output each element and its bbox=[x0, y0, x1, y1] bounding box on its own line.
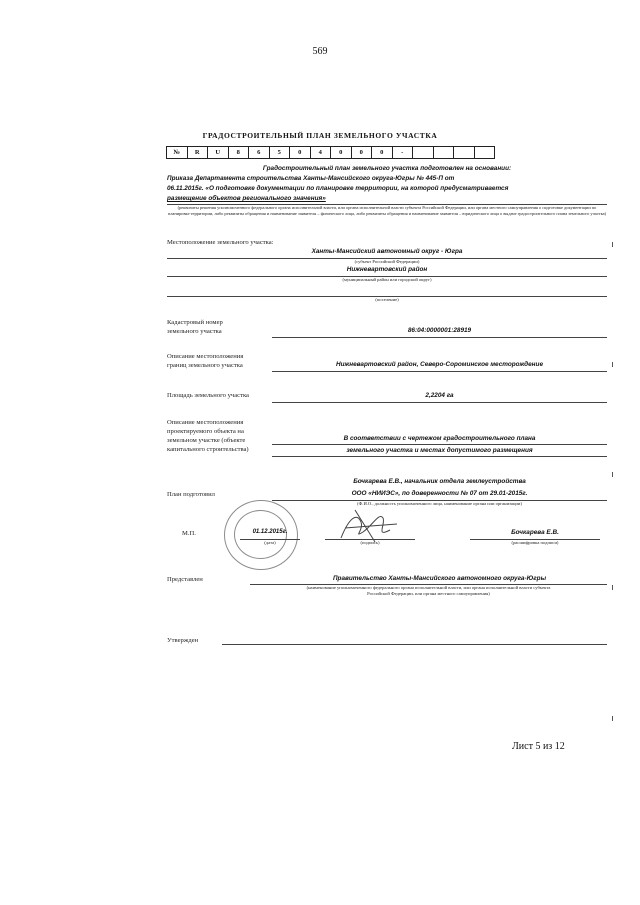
date-caption: (дата) bbox=[264, 540, 276, 545]
margin-mark bbox=[612, 716, 613, 721]
cadastral-label bbox=[167, 318, 223, 336]
boundaries-value: Нижневартовский район, Северо-Сороминское месторождение bbox=[336, 361, 543, 368]
object-location-label-line: Описание местоположения bbox=[167, 419, 244, 426]
object-location-rule bbox=[272, 456, 607, 457]
basis-line: Приказа Департамента строительства Ханты-Мансийского округа-Югры № 445-П от bbox=[167, 175, 455, 182]
registration-cell: 0 bbox=[331, 147, 352, 159]
location-settlement-caption: (поселение) bbox=[375, 297, 399, 302]
mp-label: М.П. bbox=[182, 530, 196, 537]
prepared-date: 01.12.2015г. bbox=[252, 529, 288, 535]
presented-label: Представлен bbox=[167, 576, 203, 583]
margin-mark bbox=[612, 242, 613, 247]
area-rule bbox=[272, 402, 607, 403]
margin-mark bbox=[612, 585, 613, 590]
registration-cell: 5 bbox=[269, 147, 290, 159]
basis-line: размещение объектов регионального значения» bbox=[167, 195, 326, 202]
object-location-label-line: капитального строительства) bbox=[167, 446, 249, 453]
registration-cell bbox=[433, 147, 454, 159]
basis-paragraph bbox=[167, 164, 607, 204]
cadastral-label-line: Кадастровый номер bbox=[167, 319, 223, 326]
registration-cell: U bbox=[208, 147, 229, 159]
organization-seal bbox=[224, 500, 298, 570]
boundaries-rule bbox=[272, 371, 607, 372]
object-location-label-line: земельном участке (объекте bbox=[167, 437, 246, 444]
approved-label: Утвержден bbox=[167, 637, 199, 644]
object-location-label bbox=[167, 418, 249, 454]
cadastral-value: 86:04:0000001:28919 bbox=[407, 327, 472, 334]
area-value: 2,2204 га bbox=[425, 392, 454, 399]
margin-mark bbox=[612, 472, 613, 477]
object-location-label-line: проектируемого объекта на bbox=[167, 428, 244, 435]
location-subject-caption: (субъект Российской Федерации) bbox=[354, 259, 420, 264]
registration-cell bbox=[474, 147, 495, 159]
signer-name-caption: (расшифровка подписи) bbox=[511, 540, 559, 545]
registration-cell: R bbox=[187, 147, 208, 159]
registration-cell: 6 bbox=[249, 147, 270, 159]
sheet-label: Лист 5 из 12 bbox=[512, 741, 565, 752]
location-subject: Ханты-Мансийский автономный округ - Югра bbox=[311, 248, 463, 255]
cadastral-label-line: земельного участка bbox=[167, 328, 222, 335]
document-title: ГРАДОСТРОИТЕЛЬНЫЙ ПЛАН ЗЕМЕЛЬНОГО УЧАСТКА bbox=[202, 131, 438, 140]
presented-caption: Российской Федерации, или органа местного самоуправления) bbox=[367, 591, 490, 596]
object-location-value: В соответствии с чертежом градостроительного плана bbox=[343, 435, 536, 442]
cadastral-rule bbox=[272, 337, 607, 338]
basis-caption: (реквизиты решения уполномоченного федерального органа исполнительной власти, или органа исполнительной власти субъекта Российской Федерации, или органа местного самоуправления о подготовке документации по планировке территории, либо реквизиты обращения и наименование заявителя – физического лица, либо реквизиты обращения и наименование заявителя – юридического лица о выдаче градостроительного плана земельного участка) bbox=[167, 205, 607, 216]
prepared-caption: (Ф.И.О., должность уполномоченного лица, наименование органа или организации) bbox=[357, 501, 522, 506]
registration-cell: - bbox=[392, 147, 413, 159]
registration-cell: 8 bbox=[228, 147, 249, 159]
location-district: Нижневартовский район bbox=[346, 266, 428, 273]
basis-line: Градостроительный план земельного участка подготовлен на основании: bbox=[262, 165, 512, 172]
boundaries-label-line: границ земельного участка bbox=[167, 362, 243, 369]
boundaries-label-line: Описание местоположения bbox=[167, 353, 244, 360]
registration-cell bbox=[454, 147, 475, 159]
registration-cell bbox=[413, 147, 434, 159]
object-location-value: земельного участка и местах допустимого размещения bbox=[346, 447, 533, 454]
signature-caption: (подпись) bbox=[360, 540, 380, 545]
registration-cell: 0 bbox=[372, 147, 393, 159]
registration-cell: 0 bbox=[351, 147, 372, 159]
page-number: 569 bbox=[312, 46, 328, 57]
area-label: Площадь земельного участка bbox=[167, 392, 249, 399]
location-district-caption: (муниципальный район или городской округ) bbox=[342, 277, 432, 282]
registration-cell: № bbox=[167, 147, 188, 159]
margin-mark bbox=[612, 362, 613, 367]
prepared-line: ООО «НИИЭС», по доверенности № 07 от 29.01-2015г. bbox=[351, 490, 528, 497]
prepared-line: Бочкарева Е.В., начальник отдела землеустройства bbox=[353, 478, 526, 485]
prepared-label: План подготовил bbox=[167, 491, 215, 498]
registration-cell: 4 bbox=[310, 147, 331, 159]
approved-rule bbox=[222, 644, 607, 645]
presented-value: Правительство Ханты-Мансийского автономного округа-Югры bbox=[332, 575, 547, 582]
basis-line: 06.11.2015г. «О подготовке документации по планировке территории, на которой предусматривается bbox=[167, 185, 509, 192]
location-label: Местоположение земельного участка: bbox=[167, 239, 274, 246]
registration-cell: 0 bbox=[290, 147, 311, 159]
registration-number-table bbox=[166, 146, 495, 159]
boundaries-label bbox=[167, 352, 243, 370]
object-location-rule bbox=[272, 444, 607, 445]
signer-name: Бочкарева Е.В. bbox=[511, 529, 559, 536]
presented-caption: (наименование уполномоченного федерального органа исполнительной власти, или органа исполнительной власти субъекта bbox=[306, 585, 551, 590]
